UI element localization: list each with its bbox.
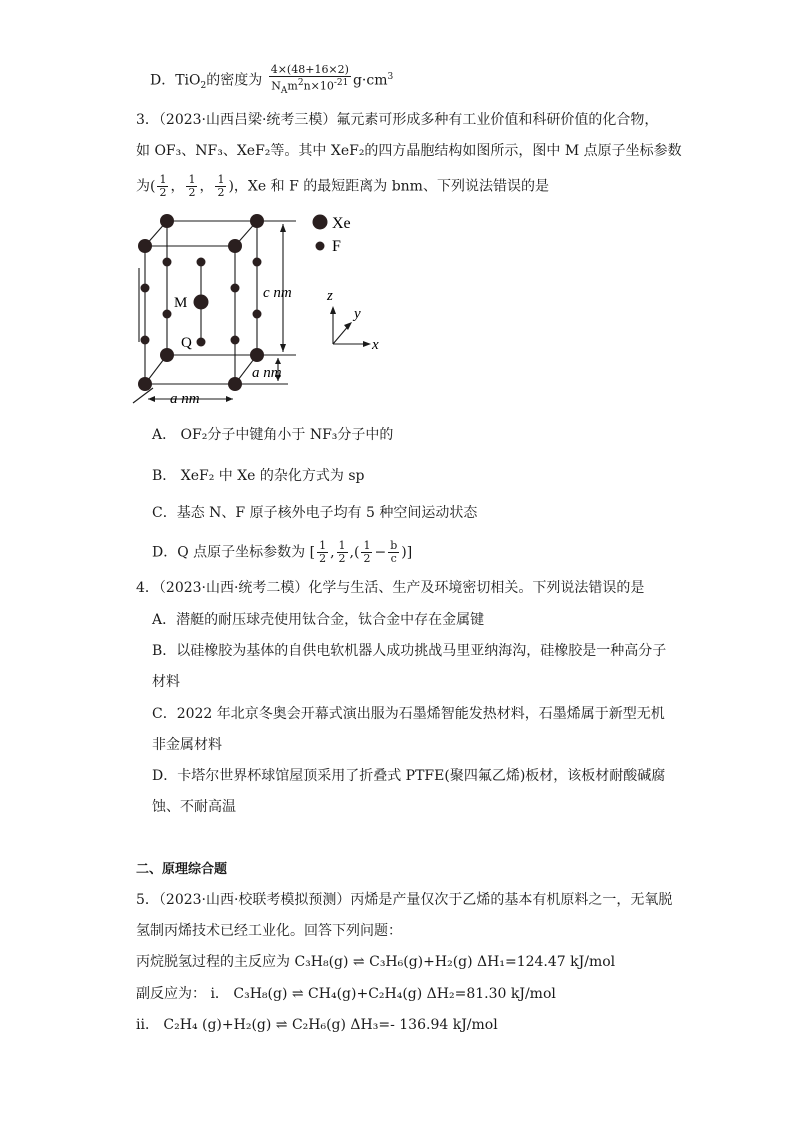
q3-option-b: B． XeF₂ 中 Xe 的杂化方式为 sp — [152, 468, 365, 484]
label-a-nm-bottom: a nm — [170, 391, 200, 406]
q-half-num: 1 — [319, 539, 327, 552]
bc-den: c — [390, 552, 397, 565]
den-exp: -21 — [333, 78, 349, 88]
bc-num: b — [390, 539, 398, 552]
q5-line1: 5．（2023·山西·校联考模拟预测）丙烯是产量仅次于乙烯的基本有机原料之一，无氧脱 — [136, 892, 673, 908]
axis-x-label: x — [372, 337, 379, 353]
option-d-prefix: D．Q 点原子坐标参数为 — [152, 544, 306, 561]
q-half-den: 2 — [363, 552, 371, 565]
xe-atoms — [138, 214, 264, 391]
q4-stem: 4．（2023·山西·统考二模）化学与生活、生产及环境密切相关。下列说法错误的是 — [136, 580, 645, 596]
label-q: Q — [181, 335, 192, 351]
unit-exp: 3 — [387, 71, 394, 82]
q3-line3: 为( $\frac{1}{2}$ ， $\frac{1}{2}$ ， $\frac{1}{2}$ )，Xe 和 F 的最短距离为 bnm、下列说法错误的是 — [136, 173, 549, 199]
q3-option-a: A． OF₂分子中键角小于 NF₃分子中的 — [152, 427, 394, 443]
q3-line2: 如 OF₃、NF₃、XeF₂等。其中 XeF₂的四方晶胞结构如图所示，图中 M 点原子坐标参数 — [136, 143, 682, 159]
option-d-text: 的密度为 — [206, 72, 263, 89]
coord-half-3 — [215, 174, 226, 199]
label-m: M — [174, 295, 188, 311]
half-den: 2 — [188, 186, 196, 199]
axis-z-label: z — [327, 288, 333, 304]
option-d-prefix: D．TiO — [150, 72, 201, 89]
prev-option-d: D．TiO$_2$的密度为 $\frac{4\times(48+16\times 2)}{N_Am^2n\times 10^{-21}}$ $g\cdot cm^3$ — [150, 63, 394, 96]
q5-side-reaction-2: ii． C₂H₄ (g)+H₂(g) ⇌ C₂H₆(g) ΔH₃=- 136.94 kJ/mol — [136, 1017, 498, 1033]
atom-q — [197, 338, 206, 347]
q-half-num: 1 — [338, 539, 346, 552]
section-title: 二、原理综合题 — [136, 862, 228, 877]
q-half-den: 2 — [319, 552, 327, 565]
den-m: m — [287, 79, 298, 93]
fraction-denominator: $N_Am^2n\times 10^{-21}$ — [271, 78, 349, 96]
legend-xe-label: Xe — [332, 215, 351, 232]
half-den: 2 — [217, 186, 225, 199]
coord-suffix: )，Xe 和 F 的最短距离为 bnm、下列说法错误的是 — [228, 178, 549, 195]
legend-f-marker — [316, 242, 325, 251]
coord-half-1 — [157, 174, 168, 199]
coord-half-2 — [186, 174, 197, 199]
q4-option-c-line2: 非金属材料 — [152, 737, 222, 753]
q3-line1: 3．（2023·山西吕梁·统考三模）氟元素可形成多种有工业价值和科研价值的化合物， — [136, 112, 659, 128]
half-den: 2 — [159, 186, 167, 199]
q3-option-c: C．基态 N、F 原子核外电子均有 5 种空间运动状态 — [152, 505, 478, 521]
den-n10: n×10 — [303, 79, 334, 93]
q4-option-b-line1: B．以硅橡胶为基体的自供电软机器人成功挑战马里亚纳海沟，硅橡胶是一种高分子 — [152, 643, 667, 659]
q4-option-b-line2: 材料 — [152, 674, 180, 690]
q-half-num: 1 — [363, 539, 371, 552]
atom-m — [194, 295, 209, 310]
legend-f-label: F — [332, 238, 341, 255]
xef2-unit-cell-figure — [128, 206, 388, 406]
q-coord-z-half — [361, 540, 372, 565]
q4-option-c-line1: C．2022 年北京冬奥会开幕式演出服为石墨烯智能发热材料，石墨烯属于新型无机 — [152, 706, 665, 722]
q-coord-z-bc — [388, 540, 399, 565]
den-n: N — [271, 79, 281, 93]
legend-xe-marker — [313, 215, 328, 230]
q5-main-reaction: 丙烷脱氢过程的主反应为 C₃H₈(g) ⇌ C₃H₆(g)+H₂(g) ΔH₁=124.47 kJ/mol — [136, 954, 616, 970]
q4-option-d-line1: D．卡塔尔世界杯球馆屋顶采用了折叠式 PTFE(聚四氟乙烯)板材，该板材耐酸碱腐 — [152, 768, 666, 784]
q3-option-d: D．Q 点原子坐标参数为 [ $\frac{1}{2}$ , $\frac{1}{2}$ ,( $\frac{1}{2}$ − $\frac{b}{c}$ )] — [152, 539, 413, 565]
density-fraction — [269, 64, 351, 97]
q4-option-a: A．潜艇的耐压球壳使用钛合金，钛合金中存在金属键 — [152, 612, 485, 628]
half-num: 1 — [217, 173, 225, 186]
coord-open: 为( — [136, 178, 156, 195]
q5-line2: 氢制丙烯技术已经工业化。回答下列问题： — [136, 923, 402, 939]
label-a-nm-side: a nm — [252, 365, 282, 381]
q5-side-reaction-1: 副反应为： i． C₃H₈(g) ⇌ CH₄(g)+C₂H₄(g) ΔH₂=81.30 kJ/mol — [136, 986, 556, 1002]
half-num: 1 — [159, 173, 167, 186]
q-coord-x — [317, 540, 328, 565]
q-half-den: 2 — [338, 552, 346, 565]
density-unit: g·cm — [352, 72, 388, 89]
q4-option-d-line2: 蚀、不耐高温 — [152, 799, 236, 815]
fraction-numerator: 4×(48+16×2) — [270, 63, 349, 76]
q-coord-y — [337, 540, 348, 565]
half-num: 1 — [188, 173, 196, 186]
axis-y-label: y — [354, 306, 361, 322]
label-c-nm: c nm — [263, 285, 292, 301]
